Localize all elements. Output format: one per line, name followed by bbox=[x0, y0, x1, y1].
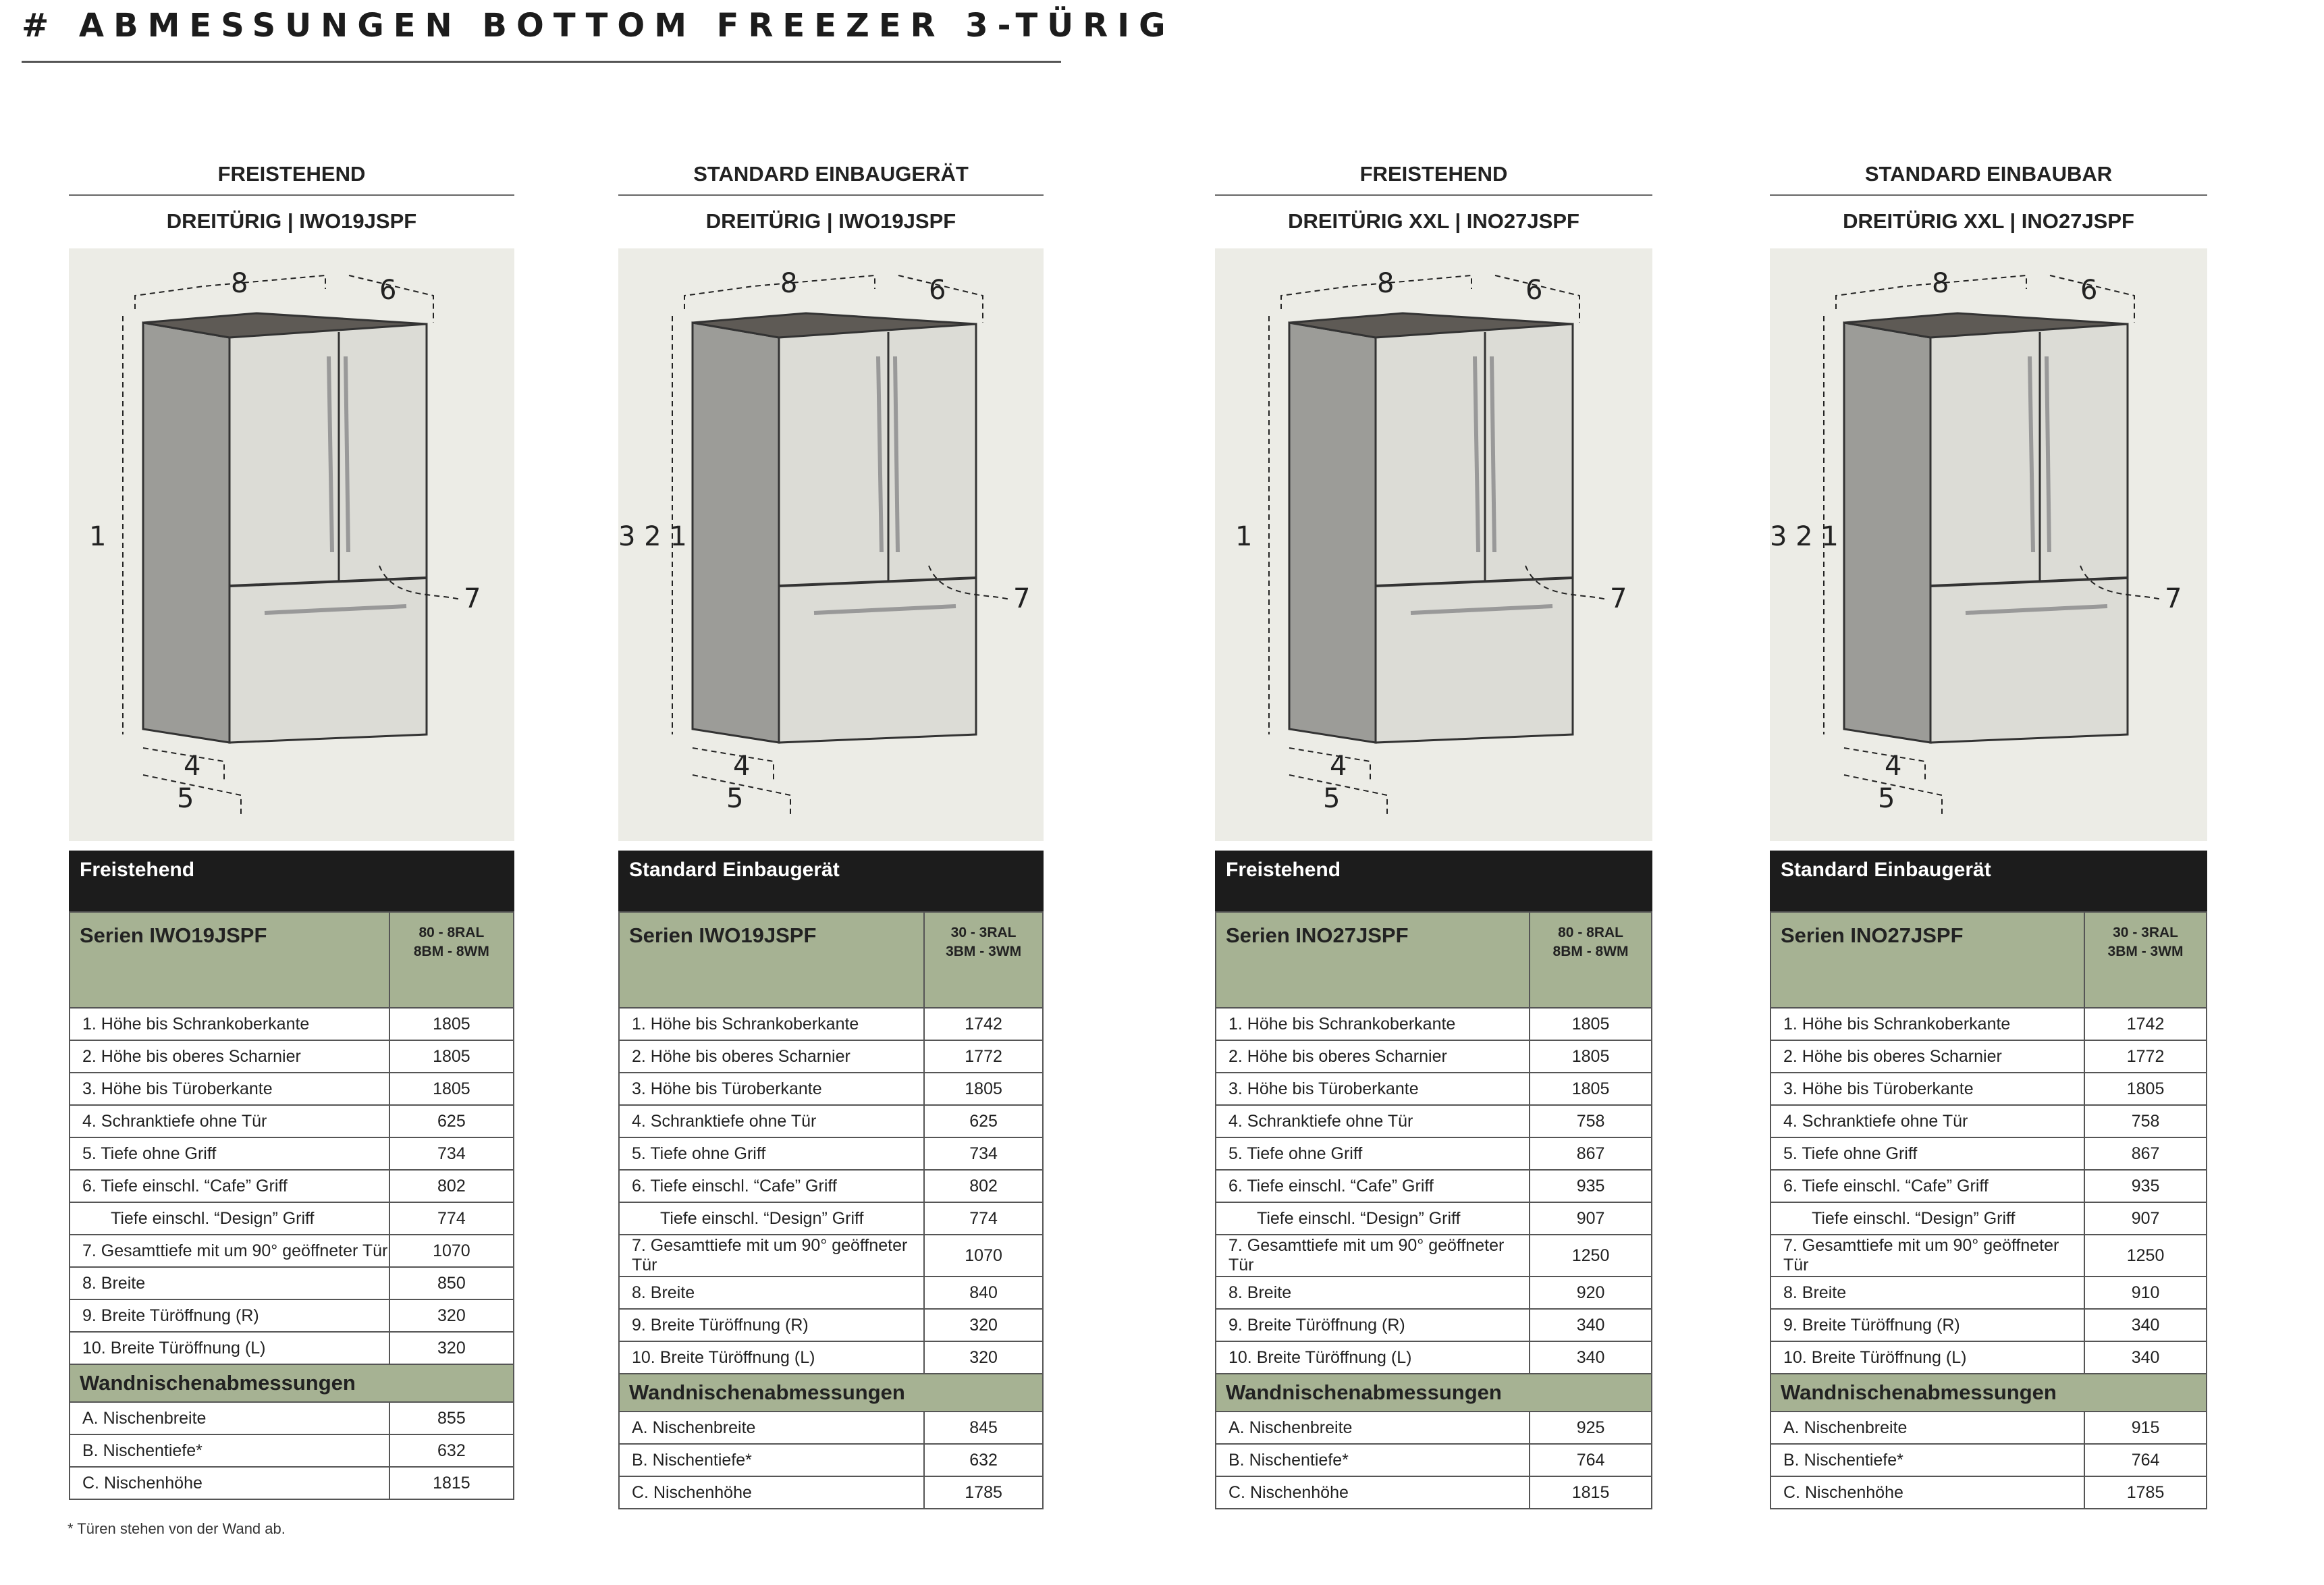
dim-label-4: 4 bbox=[1330, 751, 1347, 782]
table-row bbox=[70, 1170, 514, 1202]
row-label: 8. Breite bbox=[619, 1277, 924, 1309]
row-value: 340 bbox=[2084, 1309, 2207, 1341]
fridge-side bbox=[1289, 323, 1376, 743]
row-label: 7. Gesamttiefe mit um 90° geöffneter Tür bbox=[619, 1235, 924, 1277]
title-divider bbox=[22, 61, 1061, 63]
row-label: 10. Breite Türöffnung (L) bbox=[1771, 1341, 2084, 1374]
row-label: 5. Tiefe ohne Griff bbox=[70, 1137, 389, 1170]
row-value: 320 bbox=[389, 1299, 514, 1332]
row-label: B. Nischentiefe* bbox=[70, 1434, 389, 1467]
handle-right bbox=[1492, 356, 1494, 552]
column-subheading-text: DREITÜRIG | IWO19JSPF bbox=[705, 209, 956, 233]
row-label: B. Nischentiefe* bbox=[1216, 1444, 1530, 1476]
dim-label-4: 4 bbox=[184, 751, 201, 782]
table-row bbox=[1216, 1341, 1652, 1374]
table-row bbox=[619, 1040, 1043, 1073]
handle-right bbox=[346, 356, 348, 552]
row-value: 758 bbox=[1530, 1105, 1652, 1137]
row-value: 758 bbox=[2084, 1105, 2207, 1137]
dimension-table bbox=[618, 851, 1044, 1509]
fridge-diagram bbox=[1770, 248, 2207, 841]
row-value: 1250 bbox=[1530, 1235, 1652, 1277]
dim-label-height: 1 bbox=[1235, 521, 1253, 552]
table-row bbox=[619, 1444, 1043, 1476]
table-row bbox=[1771, 1476, 2207, 1509]
table-row bbox=[619, 1137, 1043, 1170]
row-label: 1. Höhe bis Schrankoberkante bbox=[1771, 1008, 2084, 1040]
fridge-drawing bbox=[69, 248, 514, 841]
spec-table bbox=[69, 911, 514, 1500]
niche-section-header bbox=[619, 1374, 1043, 1412]
column-heading bbox=[618, 162, 1044, 196]
row-label: 6. Tiefe einschl. “Cafe” Griff bbox=[70, 1170, 389, 1202]
row-value: 734 bbox=[389, 1137, 514, 1170]
table-row bbox=[1771, 1235, 2207, 1277]
row-value: 320 bbox=[389, 1332, 514, 1364]
row-label: 1. Höhe bis Schrankoberkante bbox=[70, 1008, 389, 1040]
row-value: 1742 bbox=[924, 1008, 1043, 1040]
row-label: C. Nischenhöhe bbox=[1216, 1476, 1530, 1509]
series-code-line2: 3BM - 3WM bbox=[946, 944, 1022, 959]
row-label: 4. Schranktiefe ohne Tür bbox=[1216, 1105, 1530, 1137]
row-value: 1805 bbox=[2084, 1073, 2207, 1105]
row-value: 1772 bbox=[924, 1040, 1043, 1073]
row-label: 10. Breite Türöffnung (L) bbox=[70, 1332, 389, 1364]
table-row bbox=[1216, 1412, 1652, 1444]
dim-label-7: 7 bbox=[2165, 583, 2182, 614]
table-row bbox=[619, 1202, 1043, 1235]
row-value: 802 bbox=[389, 1170, 514, 1202]
column-ino27-freistehend bbox=[1215, 162, 1652, 1502]
table-title: Standard Einbaugerät bbox=[1770, 851, 2207, 911]
dim-label-height: 1 bbox=[89, 521, 107, 552]
series-code bbox=[924, 912, 1043, 1008]
handle-right bbox=[895, 356, 898, 552]
row-label: B. Nischentiefe* bbox=[1771, 1444, 2084, 1476]
row-value: 1250 bbox=[2084, 1235, 2207, 1277]
row-label: Tiefe einschl. “Design” Griff bbox=[70, 1202, 389, 1235]
row-value: 1815 bbox=[389, 1467, 514, 1499]
row-label: 4. Schranktiefe ohne Tür bbox=[70, 1105, 389, 1137]
table-row bbox=[70, 1332, 514, 1364]
row-value: 774 bbox=[389, 1202, 514, 1235]
row-value: 850 bbox=[389, 1267, 514, 1299]
table-row bbox=[1216, 1309, 1652, 1341]
table-row bbox=[70, 1402, 514, 1434]
row-value: 320 bbox=[924, 1309, 1043, 1341]
column-iwo19-freistehend bbox=[69, 162, 514, 1493]
column-subheading-text: DREITÜRIG | IWO19JSPF bbox=[166, 209, 417, 233]
row-label: A. Nischenbreite bbox=[1216, 1412, 1530, 1444]
dim-8-line bbox=[135, 275, 325, 309]
table-row bbox=[619, 1412, 1043, 1444]
dim-label-4: 4 bbox=[1885, 751, 1902, 782]
column-subheading-text: DREITÜRIG XXL | INO27JSPF bbox=[1288, 209, 1579, 233]
column-heading bbox=[69, 162, 514, 196]
row-label: A. Nischenbreite bbox=[619, 1412, 924, 1444]
series-code bbox=[2084, 912, 2207, 1008]
column-subheading bbox=[1770, 209, 2207, 236]
spec-table bbox=[618, 911, 1044, 1509]
row-value: 764 bbox=[2084, 1444, 2207, 1476]
table-row bbox=[1216, 1170, 1652, 1202]
row-value: 1772 bbox=[2084, 1040, 2207, 1073]
row-label: Tiefe einschl. “Design” Griff bbox=[1216, 1202, 1530, 1235]
row-label: A. Nischenbreite bbox=[70, 1402, 389, 1434]
dim-label-height: 3 2 1 bbox=[1770, 521, 1839, 552]
niche-section-title: Wandnischenabmessungen bbox=[70, 1364, 514, 1402]
table-row bbox=[1216, 1202, 1652, 1235]
fridge-drawing bbox=[618, 248, 1044, 841]
row-value: 1785 bbox=[924, 1476, 1043, 1509]
table-row bbox=[70, 1267, 514, 1299]
table-row bbox=[1216, 1073, 1652, 1105]
column-heading-text: STANDARD EINBAUGERÄT bbox=[693, 162, 969, 186]
row-label: 9. Breite Türöffnung (R) bbox=[70, 1299, 389, 1332]
table-row bbox=[1771, 1040, 2207, 1073]
series-code-line1: 30 - 3RAL bbox=[2113, 925, 2178, 940]
fridge-diagram bbox=[69, 248, 514, 841]
series-code-line2: 3BM - 3WM bbox=[2107, 944, 2184, 959]
table-row bbox=[619, 1235, 1043, 1277]
column-subheading-text: DREITÜRIG XXL | INO27JSPF bbox=[1843, 209, 2134, 233]
row-label: 5. Tiefe ohne Griff bbox=[1216, 1137, 1530, 1170]
table-row bbox=[70, 1299, 514, 1332]
dim-label-8: 8 bbox=[780, 268, 798, 299]
dim-label-5: 5 bbox=[177, 783, 194, 814]
row-value: 920 bbox=[1530, 1277, 1652, 1309]
dim-label-8: 8 bbox=[1932, 268, 1949, 299]
table-row bbox=[1216, 1105, 1652, 1137]
series-code bbox=[389, 912, 514, 1008]
table-row bbox=[70, 1137, 514, 1170]
row-label: 7. Gesamttiefe mit um 90° geöffneter Tür bbox=[1216, 1235, 1530, 1277]
dim-label-7: 7 bbox=[1610, 583, 1627, 614]
table-row bbox=[1771, 1008, 2207, 1040]
row-value: 855 bbox=[389, 1402, 514, 1434]
dim-label-8: 8 bbox=[1377, 268, 1395, 299]
row-value: 915 bbox=[2084, 1412, 2207, 1444]
dim-label-6: 6 bbox=[1525, 275, 1543, 306]
row-value: 1805 bbox=[389, 1008, 514, 1040]
row-value: 774 bbox=[924, 1202, 1043, 1235]
row-value: 340 bbox=[1530, 1309, 1652, 1341]
row-label: 9. Breite Türöffnung (R) bbox=[1216, 1309, 1530, 1341]
row-value: 625 bbox=[924, 1105, 1043, 1137]
row-value: 1805 bbox=[1530, 1073, 1652, 1105]
column-subheading bbox=[1215, 209, 1652, 236]
table-title: Freistehend bbox=[69, 851, 514, 911]
row-label: 8. Breite bbox=[70, 1267, 389, 1299]
row-label: 4. Schranktiefe ohne Tür bbox=[619, 1105, 924, 1137]
series-name: Serien INO27JSPF bbox=[1216, 912, 1530, 1008]
row-value: 340 bbox=[2084, 1341, 2207, 1374]
row-value: 1070 bbox=[389, 1235, 514, 1267]
table-row bbox=[1216, 1137, 1652, 1170]
fridge-side bbox=[1844, 323, 1930, 743]
table-row bbox=[1216, 1476, 1652, 1509]
row-label: C. Nischenhöhe bbox=[70, 1467, 389, 1499]
row-value: 935 bbox=[1530, 1170, 1652, 1202]
dim-8-line bbox=[684, 275, 875, 309]
series-code-line1: 80 - 8RAL bbox=[1558, 925, 1623, 940]
dimension-table bbox=[1215, 851, 1652, 1509]
table-row bbox=[1216, 1040, 1652, 1073]
series-row bbox=[70, 912, 514, 1008]
series-row bbox=[1216, 912, 1652, 1008]
table-row bbox=[70, 1467, 514, 1499]
row-label: 4. Schranktiefe ohne Tür bbox=[1771, 1105, 2084, 1137]
table-row bbox=[619, 1170, 1043, 1202]
series-row bbox=[619, 912, 1043, 1008]
row-label: Tiefe einschl. “Design” Griff bbox=[619, 1202, 924, 1235]
row-label: 2. Höhe bis oberes Scharnier bbox=[1216, 1040, 1530, 1073]
row-value: 1805 bbox=[924, 1073, 1043, 1105]
niche-section-title: Wandnischenabmessungen bbox=[1216, 1374, 1652, 1412]
row-label: 7. Gesamttiefe mit um 90° geöffneter Tür bbox=[1771, 1235, 2084, 1277]
table-row bbox=[1771, 1309, 2207, 1341]
row-value: 1785 bbox=[2084, 1476, 2207, 1509]
row-value: 1805 bbox=[1530, 1008, 1652, 1040]
row-label: 5. Tiefe ohne Griff bbox=[1771, 1137, 2084, 1170]
column-heading bbox=[1770, 162, 2207, 196]
table-row bbox=[1216, 1008, 1652, 1040]
row-label: 2. Höhe bis oberes Scharnier bbox=[1771, 1040, 2084, 1073]
series-code-line2: 8BM - 8WM bbox=[413, 944, 489, 959]
row-value: 907 bbox=[2084, 1202, 2207, 1235]
table-row bbox=[1216, 1444, 1652, 1476]
series-name: Serien INO27JSPF bbox=[1771, 912, 2084, 1008]
series-code-line2: 8BM - 8WM bbox=[1552, 944, 1629, 959]
row-label: 2. Höhe bis oberes Scharnier bbox=[70, 1040, 389, 1073]
table-row bbox=[1771, 1170, 2207, 1202]
dim-label-5: 5 bbox=[1878, 783, 1895, 814]
table-row bbox=[70, 1008, 514, 1040]
dim-label-7: 7 bbox=[464, 583, 481, 614]
table-row bbox=[619, 1476, 1043, 1509]
table-row bbox=[619, 1341, 1043, 1374]
table-row bbox=[1771, 1277, 2207, 1309]
spec-table bbox=[1215, 911, 1652, 1509]
table-row bbox=[619, 1105, 1043, 1137]
row-value: 910 bbox=[2084, 1277, 2207, 1309]
page-title: # ABMESSUNGEN BOTTOM FREEZER 3-TÜRIG bbox=[22, 7, 1175, 45]
table-row bbox=[619, 1073, 1043, 1105]
table-row bbox=[70, 1202, 514, 1235]
row-value: 845 bbox=[924, 1412, 1043, 1444]
handle-right bbox=[2047, 356, 2049, 552]
fridge-diagram bbox=[618, 248, 1044, 841]
series-name: Serien IWO19JSPF bbox=[619, 912, 924, 1008]
fridge-drawing bbox=[1770, 248, 2207, 841]
row-value: 840 bbox=[924, 1277, 1043, 1309]
fridge-drawing bbox=[1215, 248, 1652, 841]
row-label: 9. Breite Türöffnung (R) bbox=[619, 1309, 924, 1341]
fridge-diagram bbox=[1215, 248, 1652, 841]
table-row bbox=[619, 1008, 1043, 1040]
row-label: 1. Höhe bis Schrankoberkante bbox=[1216, 1008, 1530, 1040]
niche-section-title: Wandnischenabmessungen bbox=[1771, 1374, 2207, 1412]
table-row bbox=[1771, 1073, 2207, 1105]
column-heading bbox=[1215, 162, 1652, 196]
series-code bbox=[1530, 912, 1652, 1008]
dim-label-5: 5 bbox=[1323, 783, 1341, 814]
column-iwo19-einbau bbox=[618, 162, 1044, 1502]
column-ino27-einbau bbox=[1770, 162, 2207, 1502]
row-label: 3. Höhe bis Türoberkante bbox=[1216, 1073, 1530, 1105]
table-row bbox=[1216, 1235, 1652, 1277]
dim-label-6: 6 bbox=[929, 275, 946, 306]
table-row bbox=[70, 1235, 514, 1267]
row-value: 1805 bbox=[389, 1073, 514, 1105]
column-heading-text: FREISTEHEND bbox=[1359, 162, 1508, 186]
row-label: C. Nischenhöhe bbox=[619, 1476, 924, 1509]
niche-section-header bbox=[70, 1364, 514, 1402]
dim-label-height: 3 2 1 bbox=[618, 521, 687, 552]
table-row bbox=[1216, 1277, 1652, 1309]
row-label: C. Nischenhöhe bbox=[1771, 1476, 2084, 1509]
row-label: A. Nischenbreite bbox=[1771, 1412, 2084, 1444]
table-row bbox=[1771, 1137, 2207, 1170]
table-row bbox=[70, 1073, 514, 1105]
row-value: 1742 bbox=[2084, 1008, 2207, 1040]
row-value: 867 bbox=[2084, 1137, 2207, 1170]
row-label: 3. Höhe bis Türoberkante bbox=[1771, 1073, 2084, 1105]
table-title: Standard Einbaugerät bbox=[618, 851, 1044, 911]
series-code-line1: 80 - 8RAL bbox=[418, 925, 485, 940]
row-value: 1070 bbox=[924, 1235, 1043, 1277]
row-value: 764 bbox=[1530, 1444, 1652, 1476]
row-label: 10. Breite Türöffnung (L) bbox=[1216, 1341, 1530, 1374]
row-value: 802 bbox=[924, 1170, 1043, 1202]
row-value: 1805 bbox=[1530, 1040, 1652, 1073]
table-row bbox=[1771, 1202, 2207, 1235]
table-row bbox=[1771, 1341, 2207, 1374]
dim-label-4: 4 bbox=[733, 751, 751, 782]
table-row bbox=[1771, 1444, 2207, 1476]
row-value: 925 bbox=[1530, 1412, 1652, 1444]
column-heading-text: STANDARD EINBAUBAR bbox=[1864, 162, 2113, 186]
table-row bbox=[70, 1040, 514, 1073]
dimension-table bbox=[69, 851, 514, 1500]
row-value: 867 bbox=[1530, 1137, 1652, 1170]
dim-label-6: 6 bbox=[2080, 275, 2098, 306]
row-label: 9. Breite Türöffnung (R) bbox=[1771, 1309, 2084, 1341]
niche-section-title: Wandnischenabmessungen bbox=[619, 1374, 1043, 1412]
row-label: 10. Breite Türöffnung (L) bbox=[619, 1341, 924, 1374]
fridge-side bbox=[693, 323, 779, 743]
table-row bbox=[1771, 1412, 2207, 1444]
row-label: 3. Höhe bis Türoberkante bbox=[70, 1073, 389, 1105]
dim-label-5: 5 bbox=[726, 783, 744, 814]
spec-table bbox=[1770, 911, 2207, 1509]
series-name: Serien IWO19JSPF bbox=[70, 912, 389, 1008]
row-label: B. Nischentiefe* bbox=[619, 1444, 924, 1476]
row-value: 632 bbox=[924, 1444, 1043, 1476]
series-code-line1: 30 - 3RAL bbox=[950, 925, 1017, 940]
row-value: 625 bbox=[389, 1105, 514, 1137]
column-subheading bbox=[69, 209, 514, 236]
row-label: 6. Tiefe einschl. “Cafe” Griff bbox=[619, 1170, 924, 1202]
dim-label-6: 6 bbox=[379, 275, 397, 306]
dim-label-8: 8 bbox=[231, 268, 248, 299]
series-row bbox=[1771, 912, 2207, 1008]
row-label: 1. Höhe bis Schrankoberkante bbox=[619, 1008, 924, 1040]
table-row bbox=[619, 1277, 1043, 1309]
row-label: 6. Tiefe einschl. “Cafe” Griff bbox=[1771, 1170, 2084, 1202]
row-label: 8. Breite bbox=[1216, 1277, 1530, 1309]
table-row bbox=[70, 1105, 514, 1137]
row-label: 8. Breite bbox=[1771, 1277, 2084, 1309]
niche-section-header bbox=[1216, 1374, 1652, 1412]
row-value: 632 bbox=[389, 1434, 514, 1467]
dim-8-line bbox=[1836, 275, 2026, 309]
fridge-side bbox=[143, 323, 229, 743]
row-value: 907 bbox=[1530, 1202, 1652, 1235]
row-label: 6. Tiefe einschl. “Cafe” Griff bbox=[1216, 1170, 1530, 1202]
row-value: 1805 bbox=[389, 1040, 514, 1073]
table-row bbox=[1771, 1105, 2207, 1137]
dim-8-line bbox=[1281, 275, 1471, 309]
row-value: 935 bbox=[2084, 1170, 2207, 1202]
row-value: 320 bbox=[924, 1341, 1043, 1374]
dim-label-7: 7 bbox=[1013, 583, 1031, 614]
row-value: 1815 bbox=[1530, 1476, 1652, 1509]
table-row bbox=[619, 1309, 1043, 1341]
row-label: Tiefe einschl. “Design” Griff bbox=[1771, 1202, 2084, 1235]
row-label: 2. Höhe bis oberes Scharnier bbox=[619, 1040, 924, 1073]
column-subheading bbox=[618, 209, 1044, 236]
row-label: 5. Tiefe ohne Griff bbox=[619, 1137, 924, 1170]
column-heading-text: FREISTEHEND bbox=[217, 162, 366, 186]
dimension-table bbox=[1770, 851, 2207, 1509]
row-label: 3. Höhe bis Türoberkante bbox=[619, 1073, 924, 1105]
row-label: 7. Gesamttiefe mit um 90° geöffneter Tür bbox=[70, 1235, 389, 1267]
table-row bbox=[70, 1434, 514, 1467]
niche-section-header bbox=[1771, 1374, 2207, 1412]
row-value: 734 bbox=[924, 1137, 1043, 1170]
row-value: 340 bbox=[1530, 1341, 1652, 1374]
footnote: * Türen stehen von der Wand ab. bbox=[67, 1520, 286, 1537]
table-title: Freistehend bbox=[1215, 851, 1652, 911]
